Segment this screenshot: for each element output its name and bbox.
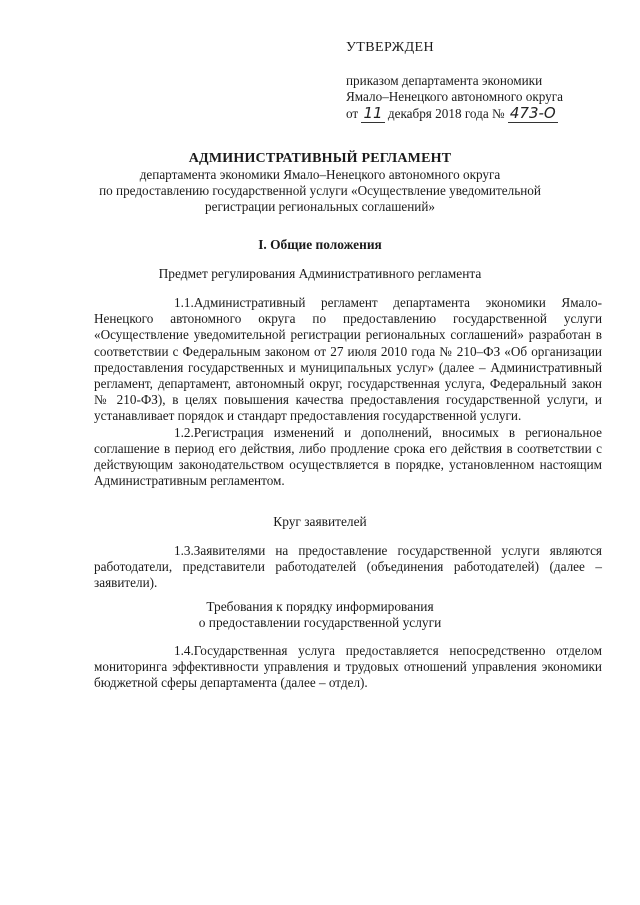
section-1-body	[94, 295, 602, 489]
paragraph-1-1	[94, 295, 602, 425]
approval-stamp	[346, 40, 606, 122]
paragraph-number: 1.1.	[174, 295, 194, 310]
paragraph-text: Заявителями на предоставление государственной услуги являются работодатели, представители работодателей (объединения работодателей) (далее – заявители).	[94, 543, 602, 591]
approval-status: УТВЕРЖДЕН	[346, 40, 435, 55]
informing-body	[94, 643, 602, 692]
document-subtitle-3: регистрации региональных соглашений»	[205, 199, 435, 214]
paragraph-number: 1.2.	[174, 424, 194, 440]
approval-line-1: приказом департамента экономики	[346, 73, 543, 88]
paragraph-text: Регистрация изменений и дополнений, вносимых в региональное соглашение в период его действия, либо продление срока его действия в соответствии с действующим законодательством осуществляется в порядке, установленном настоящим Административным регламентом.	[94, 424, 602, 489]
paragraph-1-2	[94, 425, 602, 490]
paragraph-1-4	[94, 643, 602, 692]
document-title-block	[0, 150, 640, 215]
paragraph-text: Административный регламент департамента экономики Ямало-Ненецкого автономного округа по предоставлению государственной услуги «Осуществление уведомительной регистрации региональных соглашений» разработан в соответствии с Федеральным законом от 27 июля 2010 года № 210–ФЗ «Об организации предоставления государственных и муниципальных услуг» (далее – Административный регламент, департамент, автономный округ, государственная услуга, Федеральный закон № 210-ФЗ), в целях повышения качества предоставления государственной услуги, и устанавливает порядок и стандарт предоставления государственной услуги.	[94, 295, 602, 424]
approval-line-2: Ямало–Ненецкого автономного округа	[346, 89, 564, 104]
paragraph-1-3	[94, 543, 602, 592]
informing-heading-2: о предоставлении государственной услуги	[198, 615, 442, 630]
document-subtitle-2: по предоставлению государственной услуги «Осуществление уведомительной	[99, 183, 541, 198]
document-title: АДМИНИСТРАТИВНЫЙ РЕГЛАМЕНТ	[188, 151, 452, 166]
date-prefix: от	[346, 106, 359, 121]
applicants-heading: Круг заявителей	[273, 514, 367, 529]
section-1-subheading: Предмет регулирования Административного регламента	[158, 266, 482, 281]
paragraph-number: 1.3.	[174, 543, 194, 558]
document-subtitle-1: департамента экономики Ямало–Ненецкого автономного округа	[139, 167, 501, 182]
informing-heading-1: Требования к порядку информирования	[206, 599, 434, 614]
paragraph-text: Государственная услуга предоставляется непосредственно отделом мониторинга эффективности управления и трудовых отношений управления экономики бюджетной сферы департамента (далее – отдел).	[94, 643, 602, 691]
date-mid: декабря 2018 года №	[387, 106, 505, 121]
applicants-body	[94, 543, 602, 592]
section-1-heading: I. Общие положения	[258, 237, 382, 252]
handwritten-day: 11	[363, 104, 383, 122]
approval-date-line	[346, 105, 606, 122]
paragraph-number: 1.4.	[174, 643, 194, 658]
handwritten-order-number: 473-О	[509, 104, 556, 122]
